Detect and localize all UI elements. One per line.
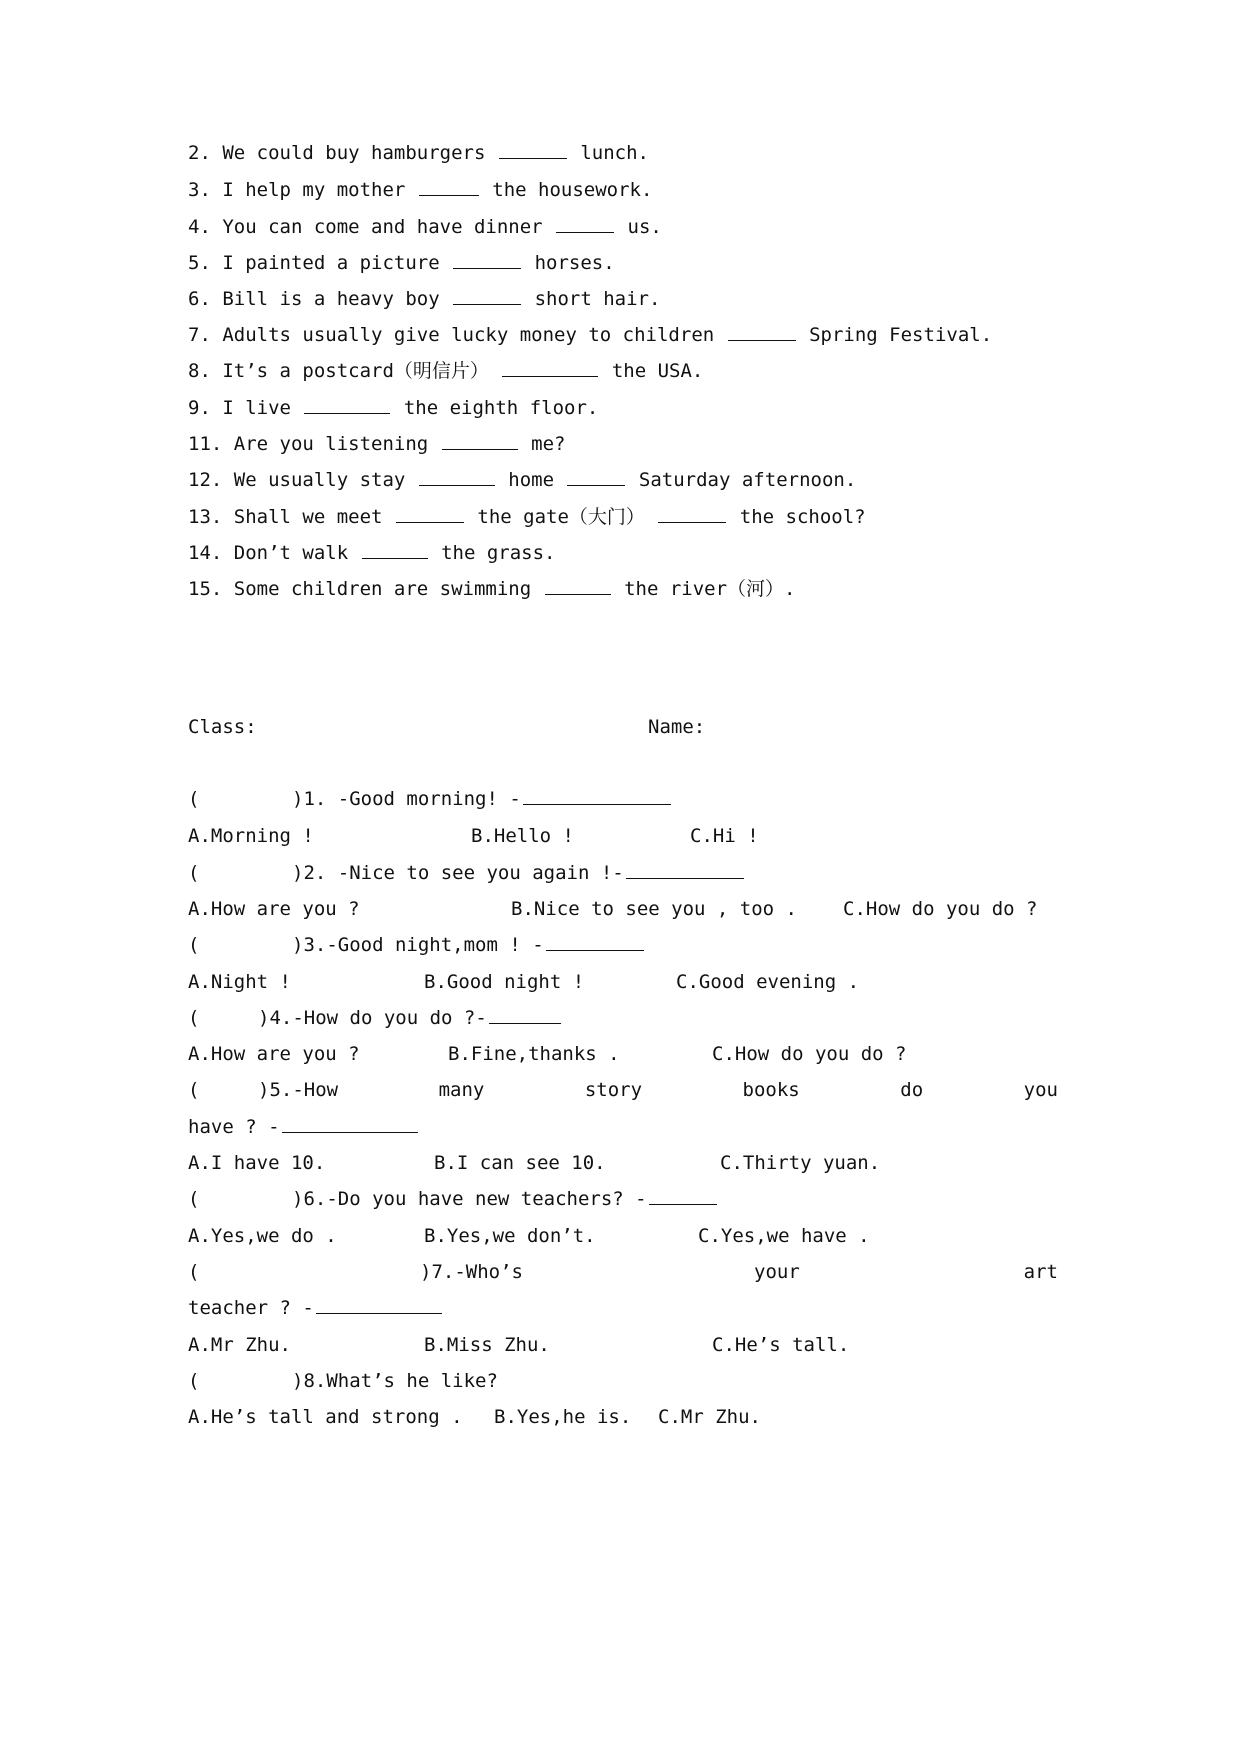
option-b[interactable]: B.Miss Zhu. xyxy=(424,1334,550,1356)
fill-text: home xyxy=(508,469,555,491)
option-a[interactable]: A.I have 10. xyxy=(188,1152,326,1174)
answer-blank[interactable] xyxy=(419,177,479,196)
option-a[interactable]: A.He’s tall and strong . xyxy=(188,1406,463,1428)
class-label: Class: xyxy=(188,716,257,738)
fill-text: us. xyxy=(627,216,662,238)
question-word: books xyxy=(742,1079,800,1101)
fill-text: 8. It’s a postcard（明信片） xyxy=(188,360,489,382)
fill-text: 14. Don’t walk xyxy=(188,542,349,564)
question-text: )6.-Do you have new teachers? - xyxy=(292,1188,647,1210)
fill-item-2 xyxy=(188,140,1058,166)
fill-item-3 xyxy=(188,177,1058,203)
answer-blank[interactable] xyxy=(728,322,796,341)
fill-text: 3. I help my mother xyxy=(188,179,406,201)
option-c[interactable]: C.How do you do ? xyxy=(712,1043,907,1065)
answer-blank[interactable] xyxy=(396,504,464,523)
option-a[interactable]: A.Night ! xyxy=(188,971,291,993)
fill-item-15 xyxy=(188,576,1058,602)
option-a[interactable]: A.How are you ? xyxy=(188,898,360,920)
fill-text: 11. Are you listening xyxy=(188,433,429,455)
fill-item-4 xyxy=(188,214,1058,240)
option-c[interactable]: C.Thirty yuan. xyxy=(720,1152,881,1174)
fill-text: 2. We could buy hamburgers xyxy=(188,142,486,164)
fill-text: the gate（大门） xyxy=(477,506,645,528)
question-word: art xyxy=(1023,1261,1058,1283)
option-b[interactable]: B.Good night ! xyxy=(424,971,585,993)
answer-blank[interactable] xyxy=(523,786,671,805)
question-word: your xyxy=(754,1261,800,1283)
answer-paren[interactable]: ( xyxy=(188,1261,200,1283)
fill-item-6 xyxy=(188,286,1058,312)
answer-paren[interactable]: ( xyxy=(188,1370,200,1392)
mc-question-6 xyxy=(188,1186,1058,1212)
name-label: Name: xyxy=(648,716,706,738)
option-b[interactable]: B.Nice to see you , too . xyxy=(511,898,797,920)
option-b[interactable]: B.Yes,he is. xyxy=(494,1406,632,1428)
question-text: teacher ? - xyxy=(188,1297,314,1319)
answer-blank[interactable] xyxy=(442,431,518,450)
question-word xyxy=(188,1077,338,1103)
option-b[interactable]: B.Yes,we don’t. xyxy=(424,1225,596,1247)
option-a[interactable]: A.Morning ! xyxy=(188,825,314,847)
fill-text: the housework. xyxy=(492,179,653,201)
fill-text: me? xyxy=(531,433,566,455)
answer-blank[interactable] xyxy=(499,140,567,159)
mc-question-8 xyxy=(188,1368,1058,1394)
answer-blank[interactable] xyxy=(304,395,390,414)
fill-text: the USA. xyxy=(611,360,704,382)
question-text: )8.What’s he like? xyxy=(292,1370,498,1392)
question-text: )2. -Nice to see you again !- xyxy=(292,862,624,884)
fill-item-5 xyxy=(188,250,1058,276)
question-word: do xyxy=(900,1079,924,1101)
answer-blank[interactable] xyxy=(489,1005,561,1024)
mc-question-4 xyxy=(188,1005,1058,1031)
option-a[interactable]: A.Mr Zhu. xyxy=(188,1334,291,1356)
answer-blank[interactable] xyxy=(556,214,614,233)
mc-question-7-cont xyxy=(188,1295,1058,1321)
question-word: story xyxy=(584,1079,643,1101)
question-word: many xyxy=(438,1079,485,1101)
answer-paren[interactable]: ( xyxy=(188,1188,200,1210)
fill-item-12 xyxy=(188,467,1058,493)
fill-text: the school? xyxy=(739,506,866,528)
answer-paren[interactable]: ( xyxy=(188,934,200,956)
fill-item-8 xyxy=(188,358,1058,384)
fill-text: 15. Some children are swimming xyxy=(188,578,532,600)
answer-paren[interactable]: ( xyxy=(188,1079,200,1101)
fill-text: the river（河）. xyxy=(624,578,796,600)
fill-item-9 xyxy=(188,395,1058,421)
fill-text: 9. I live xyxy=(188,397,291,419)
fill-text: 13. Shall we meet xyxy=(188,506,383,528)
answer-paren[interactable]: ( xyxy=(188,1007,200,1029)
answer-blank[interactable] xyxy=(546,932,644,951)
answer-blank[interactable] xyxy=(649,1186,717,1205)
mc-question-2 xyxy=(188,860,1058,886)
option-b[interactable]: B.Fine,thanks . xyxy=(448,1043,620,1065)
fill-text: Saturday afternoon. xyxy=(638,469,857,491)
question-text: )5.-How xyxy=(258,1079,339,1101)
question-text: )1. -Good morning! - xyxy=(292,788,521,810)
fill-text: 12. We usually stay xyxy=(188,469,406,491)
answer-blank[interactable] xyxy=(626,860,744,879)
question-text: )7.-Who’s xyxy=(420,1261,523,1283)
answer-blank[interactable] xyxy=(658,504,726,523)
fill-item-14 xyxy=(188,540,1058,566)
answer-blank[interactable] xyxy=(453,250,521,269)
option-c[interactable]: C.How do you do ? xyxy=(843,898,1038,920)
fill-text: the eighth floor. xyxy=(403,397,599,419)
option-c[interactable]: C.He’s tall. xyxy=(712,1334,850,1356)
fill-text: Spring Festival. xyxy=(809,324,993,346)
fill-item-7 xyxy=(188,322,1058,348)
fill-text: 4. You can come and have dinner xyxy=(188,216,543,238)
mc-question-3 xyxy=(188,932,1058,958)
option-a[interactable]: A.Yes,we do . xyxy=(188,1225,337,1247)
option-c[interactable]: C.Good evening . xyxy=(676,971,860,993)
answer-paren[interactable]: ( xyxy=(188,862,200,884)
option-a[interactable]: A.How are you ? xyxy=(188,1043,360,1065)
option-c[interactable]: C.Yes,we have . xyxy=(698,1225,870,1247)
fill-item-13 xyxy=(188,504,1058,530)
fill-text: short hair. xyxy=(534,288,661,310)
mc-question-5-cont xyxy=(188,1114,1058,1140)
answer-blank[interactable] xyxy=(502,358,598,377)
option-c[interactable]: C.Hi ! xyxy=(690,825,759,847)
fill-text: the grass. xyxy=(441,542,556,564)
fill-text: 6. Bill is a heavy boy xyxy=(188,288,440,310)
option-b[interactable]: B.I can see 10. xyxy=(434,1152,606,1174)
answer-blank[interactable] xyxy=(419,467,495,486)
mc-question-5 xyxy=(188,1077,1058,1103)
fill-text: 5. I painted a picture xyxy=(188,252,440,274)
answer-blank[interactable] xyxy=(362,540,428,559)
question-word: you xyxy=(1023,1079,1058,1101)
question-text: )3.-Good night,mom ! - xyxy=(292,934,544,956)
answer-blank[interactable] xyxy=(316,1295,442,1314)
fill-text: lunch. xyxy=(580,142,649,164)
option-c[interactable]: C.Mr Zhu. xyxy=(658,1406,761,1428)
answer-blank[interactable] xyxy=(545,576,611,595)
fill-item-11 xyxy=(188,431,1058,457)
answer-blank[interactable] xyxy=(453,286,521,305)
option-b[interactable]: B.Hello ! xyxy=(471,825,574,847)
answer-blank[interactable] xyxy=(282,1114,418,1133)
answer-paren[interactable]: ( xyxy=(188,788,200,810)
mc-question-1 xyxy=(188,786,1058,812)
question-text: )4.-How do you do ?- xyxy=(258,1007,487,1029)
question-text: have ? - xyxy=(188,1116,280,1138)
fill-text: horses. xyxy=(534,252,615,274)
fill-text: 7. Adults usually give lucky money to children xyxy=(188,324,715,346)
answer-blank[interactable] xyxy=(567,467,625,486)
